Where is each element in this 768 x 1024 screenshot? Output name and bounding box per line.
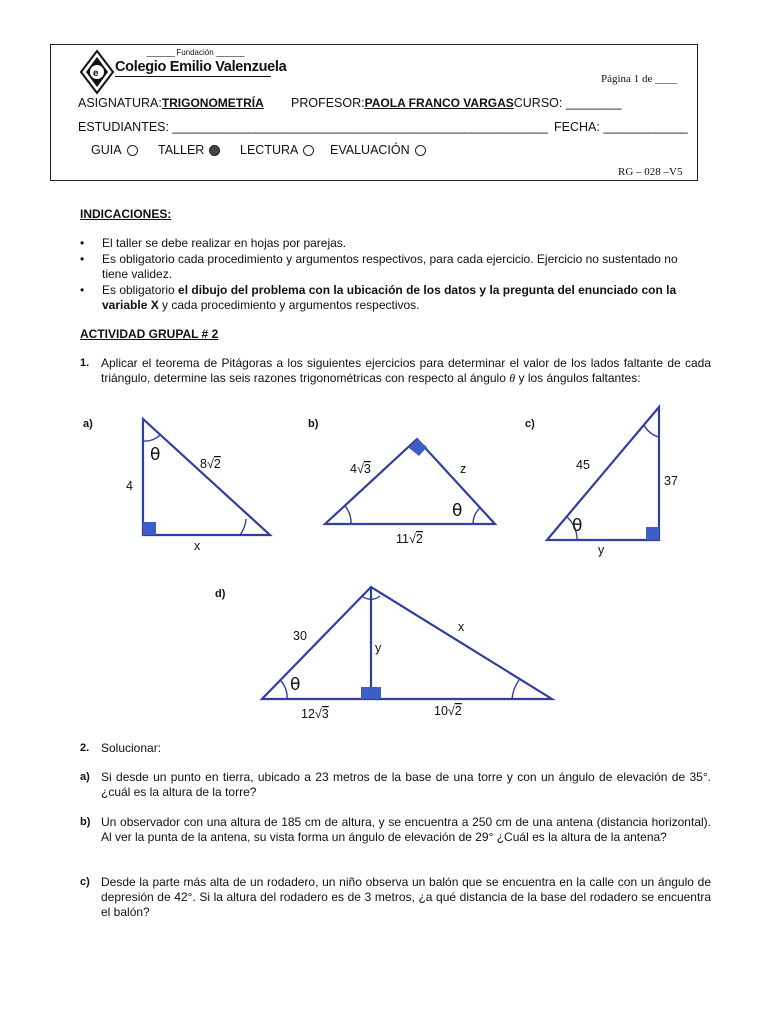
theta-b: θ	[452, 501, 463, 521]
asignatura-label: ASIGNATURA:	[78, 96, 162, 110]
right-angle-marker-b	[409, 439, 427, 456]
angle-arc-b-left	[345, 506, 351, 524]
profesor-label: PROFESOR:	[291, 96, 365, 110]
side-d-bottom-right: 10√2	[434, 704, 462, 718]
side-d-left: 30	[293, 629, 307, 643]
angle-arc-a-top	[143, 434, 161, 441]
indicacion-item: • Es obligatorio cada procedimiento y argumentos respectivos, para cada ejercicio. Ejercicio no sustentado no tiene validez.	[80, 252, 690, 282]
curso-blank[interactable]: ________	[565, 96, 622, 110]
option-guia[interactable]: GUIA	[91, 143, 138, 157]
side-a-bottom: x	[194, 539, 201, 553]
side-a-left: 4	[126, 479, 133, 493]
right-angle-marker-a	[143, 522, 156, 535]
document-code: RG – 028 –V5	[618, 166, 683, 178]
right-angle-marker-d	[361, 687, 381, 699]
triangle-c	[547, 407, 659, 540]
side-c-right: 37	[664, 474, 678, 488]
indicacion-item: • Es obligatorio el dibujo del problema con la ubicación de los datos y la pregunta del enunciado con la variable X y cada procedimiento y argumentos respectivos.	[80, 283, 690, 313]
triangle-d	[262, 587, 552, 699]
triangle-a	[143, 419, 270, 535]
school-name: Colegio Emilio Valenzuela	[115, 59, 287, 75]
asignatura-value[interactable]: TRIGONOMETRÍA	[161, 96, 264, 110]
estudiantes-label: ESTUDIANTES:	[78, 120, 169, 134]
figure-a	[83, 418, 270, 553]
angle-arc-d-right	[512, 680, 519, 699]
side-b-right: z	[460, 462, 467, 476]
page-number: Página 1 de ____	[601, 73, 678, 85]
curso-label: CURSO:	[513, 96, 563, 110]
side-d-mid: y	[375, 641, 382, 655]
side-d-bottom-left: 12√3	[301, 707, 329, 721]
fecha-label: FECHA:	[554, 120, 600, 134]
right-angle-marker-c	[646, 527, 659, 540]
side-b-bottom: 11√2	[396, 532, 423, 546]
option-lectura[interactable]: LECTURA	[240, 143, 314, 157]
angle-arc-a-right	[240, 519, 246, 535]
figure-b	[308, 418, 495, 546]
indicaciones-title: INDICACIONES:	[80, 207, 172, 221]
figure-c-label: c)	[525, 418, 535, 430]
angle-arc-b-right	[473, 508, 480, 524]
triangle-b	[325, 439, 495, 524]
option-evaluacion[interactable]: EVALUACIÓN	[330, 143, 426, 157]
side-b-left: 4√3	[350, 462, 371, 476]
figure-c	[525, 407, 678, 557]
profesor-value[interactable]: PAOLA FRANCO VARGAS	[364, 96, 514, 110]
svg-text:e: e	[93, 68, 99, 79]
estudiantes-blank[interactable]: ___________________________________________________________	[172, 120, 548, 134]
angle-arc-c-top	[644, 425, 659, 437]
side-c-hyp: 45	[576, 458, 590, 472]
theta-a: θ	[150, 445, 161, 465]
actividad-title: ACTIVIDAD GRUPAL # 2	[80, 327, 219, 341]
side-d-right: x	[458, 620, 465, 634]
figure-a-label: a)	[83, 418, 93, 430]
theta-d: θ	[290, 675, 301, 695]
figure-d-label: d)	[215, 588, 226, 600]
fecha-blank[interactable]: _____________	[603, 120, 688, 134]
option-taller[interactable]: TALLER	[158, 143, 220, 157]
figure-d	[215, 587, 552, 721]
side-c-bottom: y	[598, 543, 605, 557]
theta-c: θ	[572, 516, 583, 536]
logo-foundation-text: ________ Fundación ________	[146, 48, 244, 57]
angle-arc-d-left	[281, 681, 287, 699]
side-a-hyp: 8√2	[200, 457, 221, 471]
indicacion-item: • El taller se debe realizar en hojas por parejas.	[80, 236, 690, 251]
figure-b-label: b)	[308, 418, 319, 430]
